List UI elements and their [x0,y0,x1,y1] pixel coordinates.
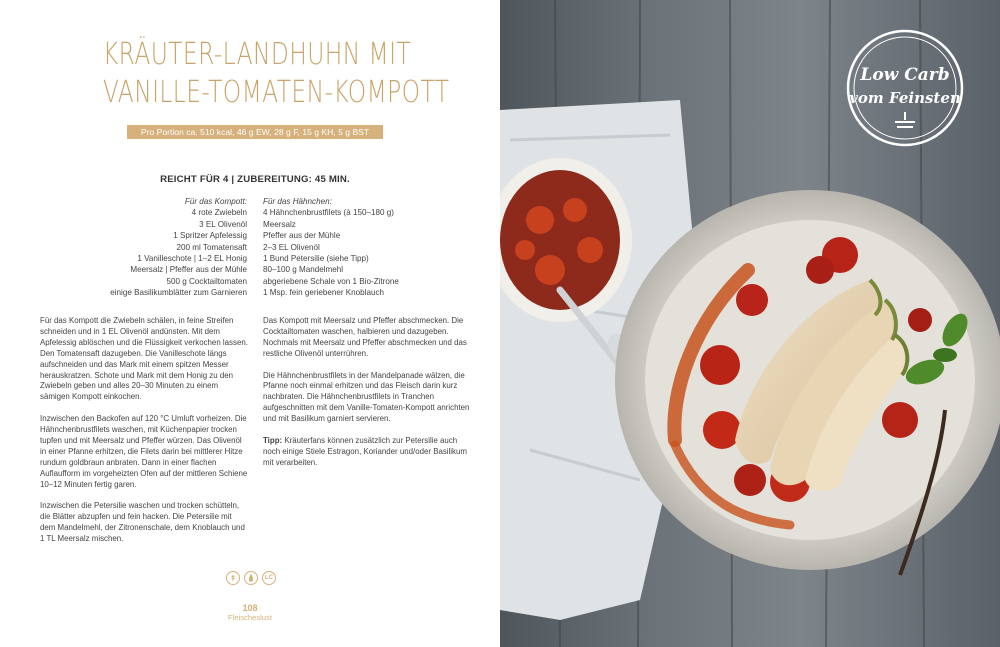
tip-label: Tipp: [263,435,283,445]
diet-icons [226,571,276,585]
ingredient-item: Meersalz [263,219,296,229]
ingredient-item: 1 Spritzer Apfelessig [173,231,247,241]
bottle-icon [244,571,258,585]
ingredients-kompott [47,196,247,299]
dish-illustration [500,0,1000,647]
badge-line-1: Low Carb [860,65,950,85]
nutrition-info: Pro Portion ca. 510 kcal, 46 g EW, 28 g F, 15 g KH, 5 g BST [127,125,383,139]
method-column-right [263,316,471,480]
page-number: 108 [242,603,258,613]
tip-paragraph [263,436,471,469]
ingredient-item: 1 Bund Petersilie (siehe Tipp) [263,254,369,264]
badge-line-2: vom Feinsten [849,89,961,107]
ingredient-item: 4 Hähnchenbrustfilets (à 150–180 g) [263,208,394,218]
method-paragraph: Das Kompott mit Meersalz und Pfeffer abschmecken. Die Cocktailtomaten waschen, halbieren und dazugeben. Nochmals mit Meersalz und Pfeffer abschmecken und das restliche Olivenöl unterrühren. [263,316,467,358]
method-paragraph: Die Hähnchenbrustfilets in der Mandelpanade wälzen, die Pfanne noch einmal erhitzen und das Fleisch darin kurz nachbraten. Die Hähnchenbrustfilets in Tranchen aufgeschnitten mit dem Vanille-Tomaten-Kompott anrichten und mit Basilikum garniert servieren. [263,370,470,424]
ingredient-item: 2–3 EL Olivenöl [263,242,320,252]
ingredient-item: einige Basilikumblätter zum Garnieren [110,288,247,298]
title-line-1: KRÄUTER-LANDHUHN MIT [102,37,412,72]
recipe-title [102,36,450,112]
section-name: Fleischeslust [228,613,272,622]
ingredient-item: 200 ml Tomatensaft [176,242,247,252]
ingredients-kompott-heading: Für das Kompott: [184,197,247,206]
ingredients-haehnchen [263,196,463,299]
ingredient-item: 80–100 g Mandelmehl [263,265,344,275]
ingredient-item: abgeriebene Schale von 1 Bio-Zitrone [263,276,399,286]
method-paragraph: Inzwischen den Backofen auf 120 °C Umluft vorheizen. Die Hähnchenbrustfilets waschen, mit Küchenpapier trocken tupfen und mit Meersalz und Pfeffer würzen. Das Olivenöl in einer Pfanne erhitzen, die Filets darin bei mittlerer Hitze rundum goldbraun anbraten. Dann in einer flachen Auflaufform im vorgeheizten Ofen auf der mittleren Schiene 10–12 Minuten fertig garen. [40,414,248,489]
ingredient-item: 1 Msp. fein geriebener Knoblauch [263,288,385,298]
method-paragraph: Inzwischen die Petersilie waschen und trocken schütteln, die Blätter abzupfen und fein hacken. Die Petersilie mit dem Mandelmehl, der Zitronenschale, dem Knoblauch und 1 TL Meersalz mischen. [40,501,245,544]
ingredient-item: Pfeffer aus der Mühle [263,231,341,241]
ingredient-item: 1 Vanilleschote | 1–2 EL Honig [137,254,247,264]
method-paragraph: Für das Kompott die Zwiebeln schälen, in feine Streifen schneiden und in 1 EL Olivenöl andünsten. Mit dem Apfelessig ablöschen und die Flüssigkeit verkochen lassen. Den Tomatensaft dazugeben. Die Vanilleschote längs aufschneiden und das Mark mit einem spitzen Messer herauskratzen. Schote und Mark mit dem Honig zu den Zwiebeln geben und alles 20–30 Minuten zu einem sämigen Kompott einkochen. [40,316,248,402]
wheat-icon [226,571,240,585]
ingredient-item: 4 rote Zwiebeln [191,208,247,218]
tip-text: Kräuterfans können zusätzlich zur Petersilie auch noch einige Stiele Estragon, Koriander und/oder Basilikum mit verarbeiten. [263,435,467,467]
ingredient-item: 500 g Cocktailtomaten [166,276,247,286]
lc-icon: LC [262,571,276,585]
title-line-2: VANILLE-TOMATEN-KOMPOTT [102,75,450,110]
ingredient-item: Meersalz | Pfeffer aus der Mühle [130,265,247,275]
serves-and-time: REICHT FÜR 4 | ZUBEREITUNG: 45 MIN. [160,174,350,185]
recipe-photo [500,0,1000,647]
ingredients-haehnchen-heading: Für das Hähnchen: [263,197,332,206]
ingredient-item: 3 EL Olivenöl [199,219,247,229]
method-column-left [40,316,248,556]
